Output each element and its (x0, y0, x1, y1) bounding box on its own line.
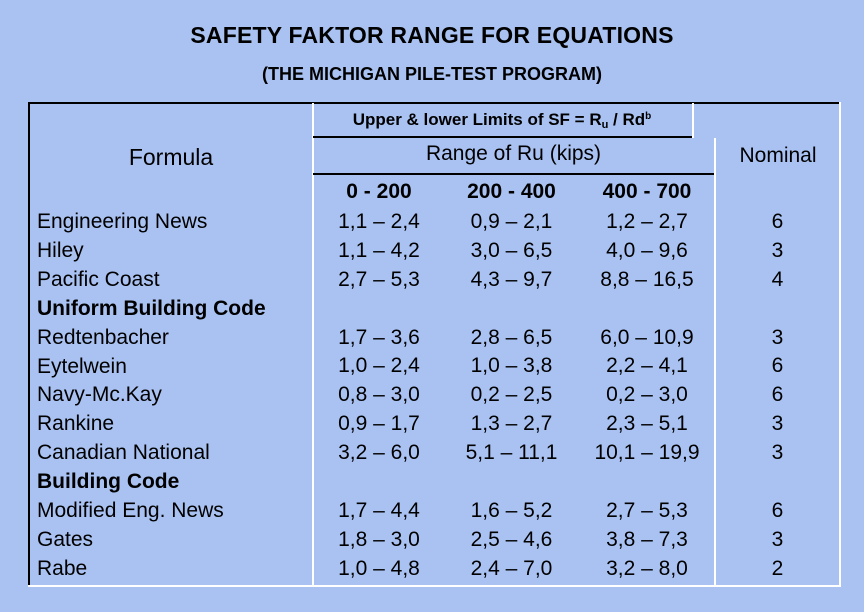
range-400-700-cell: 2,2 – 4,1 (606, 354, 688, 378)
formula-name: Canadian National (37, 441, 210, 465)
range-400-700-cell (579, 468, 715, 497)
limits-header-right-divider (692, 103, 694, 138)
range-200-400-cell: 1,6 – 5,2 (470, 498, 553, 522)
formula-name: Pacific Coast (37, 267, 160, 291)
table-bottom-border (28, 585, 841, 587)
range-200-400-cell: 0,9 – 2,1 (470, 210, 553, 233)
formula-name: Rankine (37, 412, 115, 436)
range-0-200-cell (314, 295, 444, 324)
limits-header-prefix: Upper & lower Limits of SF = R (352, 110, 602, 129)
formula-name: Rabe (37, 556, 88, 580)
column-header-0-200: 0 - 200 (346, 180, 412, 203)
range-400-700-cell: 0,2 – 3,0 (606, 383, 688, 407)
nominal-cell: 3 (771, 238, 784, 262)
range-400-700-cell: 4,0 – 9,6 (606, 238, 688, 262)
range-0-200-cell: 3,2 – 6,0 (338, 441, 420, 465)
column-header-400-700: 400 - 700 (602, 180, 692, 203)
range-0-200-cell: 1,1 – 4,2 (338, 238, 420, 262)
formula-header: Formula (128, 144, 214, 170)
page-subtitle: (THE MICHIGAN PILE-TEST PROGRAM) (262, 64, 602, 84)
range-header: Range of Ru (kips) (425, 142, 602, 165)
nominal-cell: 3 (771, 325, 784, 349)
range-0-200-column (314, 208, 444, 584)
nominal-header: Nominal (739, 144, 817, 167)
nominal-cell: 6 (771, 354, 784, 378)
range-200-400-cell: 1,0 – 3,8 (470, 354, 553, 378)
formula-name: Modified Eng. News (37, 499, 224, 523)
formula-name: Hiley (37, 238, 84, 262)
limits-header (312, 110, 692, 131)
table-left-border (28, 102, 30, 587)
nominal-cell: 6 (771, 498, 784, 522)
range-0-200-cell: 2,7 – 5,3 (338, 267, 420, 291)
formula-name: Building Code (37, 470, 180, 494)
nominal-column (716, 208, 839, 584)
range-0-200-cell: 1,7 – 3,6 (338, 325, 420, 349)
table-top-border (28, 102, 841, 104)
formula-name: Redtenbacher (37, 325, 169, 349)
range-200-400-cell: 0,2 – 2,5 (470, 383, 553, 407)
nominal-cell: 6 (771, 383, 784, 407)
range-0-200-cell: 0,9 – 1,7 (338, 412, 420, 436)
range-0-200-cell: 1,0 – 4,8 (338, 556, 420, 580)
nominal-cell (716, 468, 839, 497)
range-400-700-cell: 1,2 – 2,7 (606, 210, 688, 233)
range-400-700-cell: 8,8 – 16,5 (600, 267, 694, 291)
formula-name: Eytelwein (37, 354, 127, 378)
range-0-200-cell (314, 468, 444, 497)
limits-header-superscript: b (645, 111, 652, 122)
formula-name: Engineering News (37, 210, 208, 233)
range-400-700-cell (579, 295, 715, 324)
range-400-700-cell: 6,0 – 10,9 (600, 325, 694, 349)
range-0-200-cell: 1,0 – 2,4 (338, 354, 420, 378)
column-header-200-400: 200 - 400 (467, 180, 556, 203)
range-400-700-cell: 10,1 – 19,9 (594, 441, 700, 465)
formula-list (37, 208, 266, 584)
range-200-400-cell (444, 295, 579, 324)
range-0-200-cell: 1,1 – 2,4 (338, 210, 420, 233)
range-0-200-cell: 0,8 – 3,0 (338, 383, 420, 407)
nominal-cell: 3 (771, 412, 784, 436)
range-200-400-cell: 4,3 – 9,7 (470, 267, 553, 291)
range-200-400-cell: 5,1 – 11,1 (465, 441, 558, 465)
nominal-cell: 3 (771, 527, 784, 551)
page-title: SAFETY FAKTOR RANGE FOR EQUATIONS (190, 22, 674, 48)
range-400-700-column (579, 208, 715, 584)
range-200-400-cell: 2,4 – 7,0 (470, 556, 553, 580)
range-200-400-cell: 3,0 – 6,5 (470, 238, 553, 262)
nominal-cell: 6 (771, 210, 784, 233)
range-200-400-column (444, 208, 579, 584)
limits-header-mid: / Rd (608, 110, 646, 129)
nominal-cell: 4 (771, 267, 784, 291)
limits-header-underline (313, 136, 693, 138)
nominal-cell: 3 (771, 441, 784, 465)
range-200-400-cell: 2,5 – 4,6 (470, 527, 553, 551)
formula-name: Gates (37, 527, 94, 551)
range-200-400-cell: 1,3 – 2,7 (470, 412, 553, 436)
range-400-700-cell: 2,3 – 5,1 (606, 412, 688, 436)
formula-name: Uniform Building Code (37, 296, 266, 320)
range-0-200-cell: 1,7 – 4,4 (338, 498, 420, 522)
range-200-400-cell (444, 468, 579, 497)
limits-header-subscript: u (601, 119, 609, 131)
range-200-400-cell: 2,8 – 6,5 (470, 325, 553, 349)
range-400-700-cell: 3,2 – 8,0 (606, 556, 688, 580)
formula-name: Navy-Mc.Kay (37, 383, 162, 407)
nominal-cell (716, 295, 839, 324)
table-right-border (839, 102, 841, 587)
range-400-700-cell: 3,8 – 7,3 (606, 527, 688, 551)
range-0-200-cell: 1,8 – 3,0 (338, 527, 420, 551)
range-400-700-cell: 2,7 – 5,3 (606, 498, 688, 522)
nominal-cell: 2 (771, 556, 784, 580)
range-header-underline (313, 173, 715, 175)
